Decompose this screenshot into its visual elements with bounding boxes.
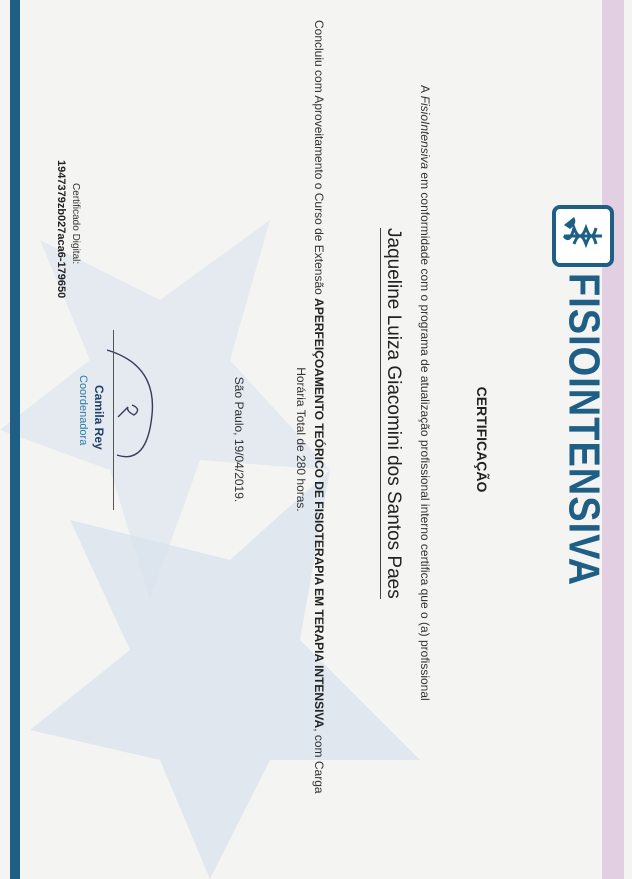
- course-hours: Horária Total de 280 horas.: [294, 367, 308, 512]
- signature-line: [113, 330, 114, 510]
- signature-scribble: [102, 345, 162, 475]
- intro-text: [418, 85, 432, 701]
- course-prefix: Concluiu com Aproveitamento o Curso de Extensão: [312, 20, 326, 299]
- certificate-title: CERTIFICAÇÃO: [474, 386, 490, 493]
- intro-brand: FisioIntensiva: [418, 95, 432, 170]
- signatory-name: Camila Rey: [92, 385, 106, 450]
- course-suffix: , com Carga: [312, 728, 326, 794]
- digital-certificate-code: 1947379zb027aca6-179650: [55, 160, 67, 299]
- course-name: APERFEIÇOAMENTO TEÓRICO DE FISIOTERAPIA EM TERAPIA INTENSIVA: [312, 298, 326, 729]
- intro-prefix: A: [418, 85, 432, 96]
- caduceus-hand-icon: [552, 205, 614, 267]
- bottom-accent-bar: [10, 0, 20, 879]
- intro-suffix: em conformidade com o programa de atualização profissional interno certifica que o (a) profissional: [418, 169, 432, 701]
- digital-certificate-label: Certificado Digital:: [70, 183, 81, 265]
- brand-name: FISIOINTENSIVA: [559, 273, 608, 587]
- brand-logo: [552, 205, 614, 586]
- signatory-role: Coordenadora: [77, 375, 89, 446]
- course-text: [312, 20, 326, 879]
- issue-date: São Paulo, 19/04/2019.: [232, 376, 246, 503]
- recipient-name: Jaqueline Luiza Giacomini dos Santos Paes: [380, 228, 404, 599]
